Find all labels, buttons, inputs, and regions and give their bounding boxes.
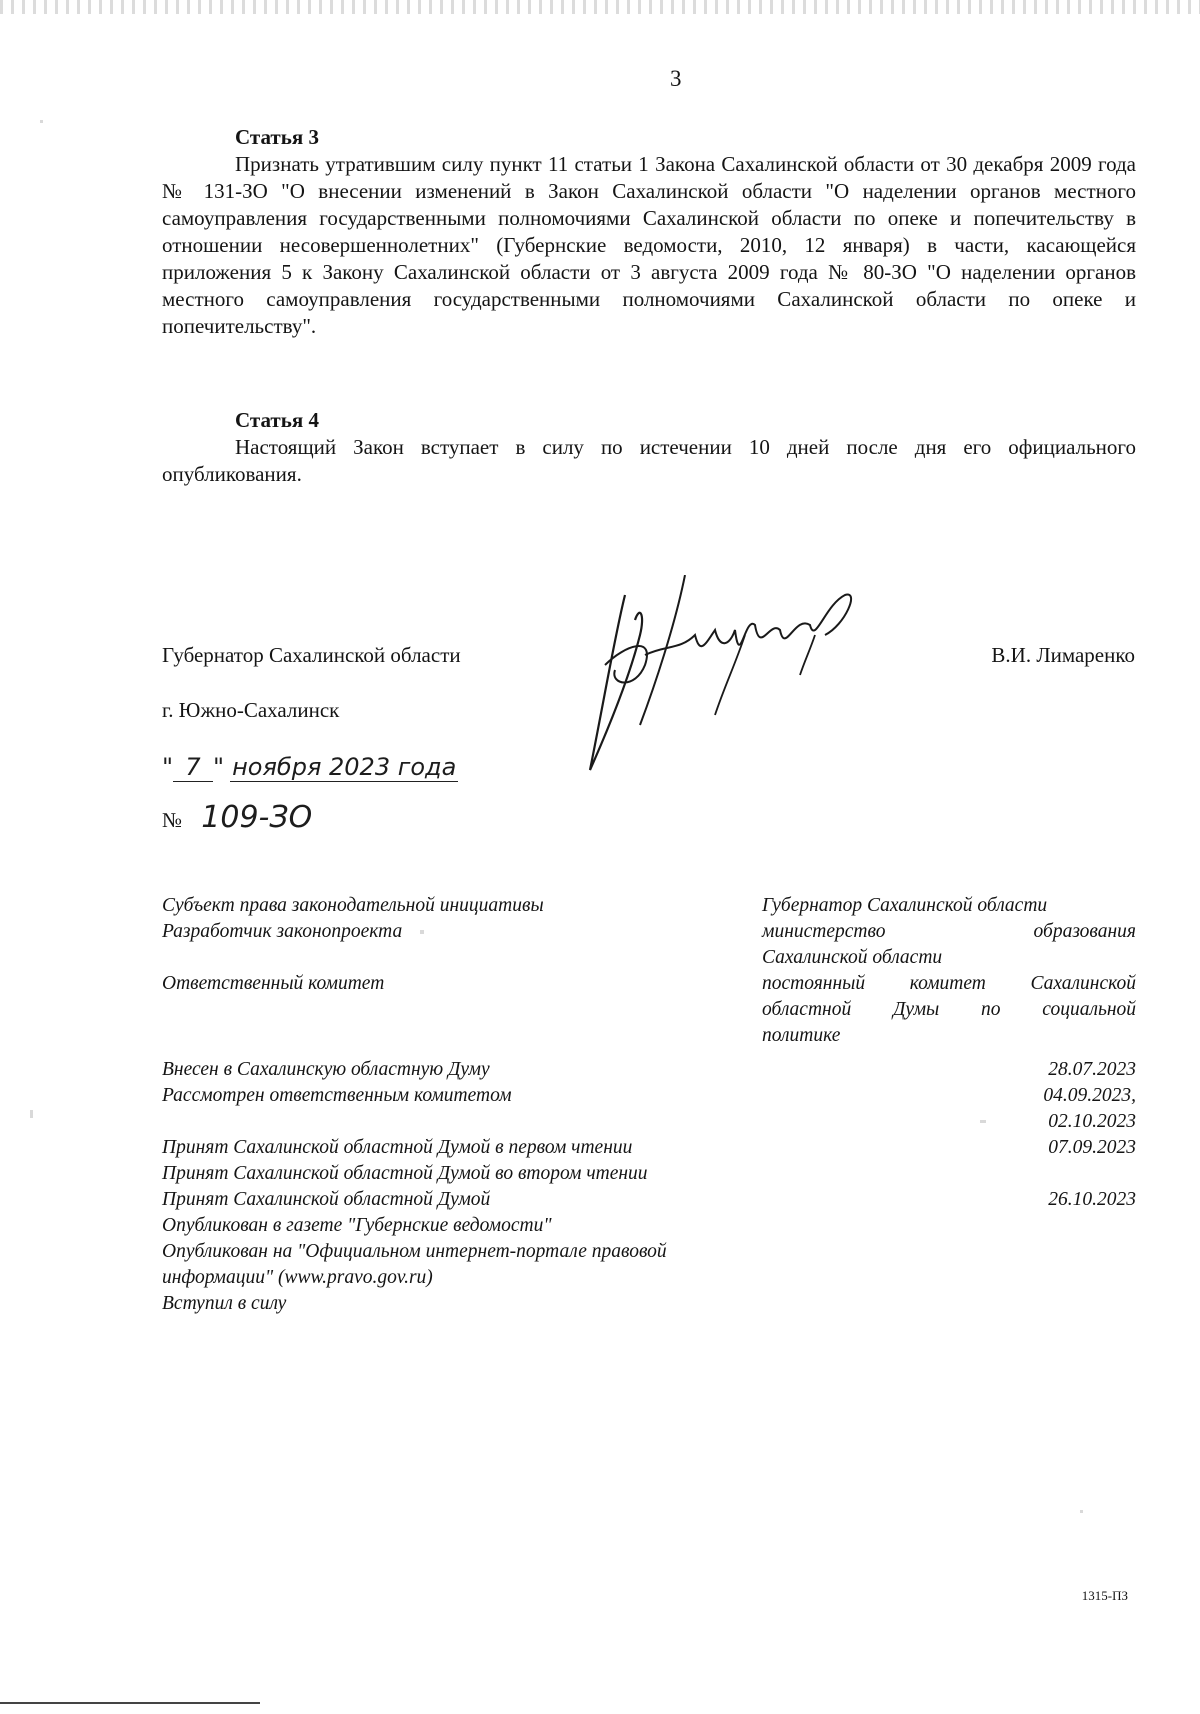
meta-row-developer xyxy=(162,919,1136,971)
developer-value-line-1: министерство образования xyxy=(762,921,1136,942)
meta-row-second-reading xyxy=(162,1161,1136,1187)
meta-row-subject xyxy=(162,893,1136,919)
published-portal-label-2: информации" (www.pravo.gov.ru) xyxy=(162,1267,433,1288)
handwritten-signature xyxy=(585,575,915,775)
submitted-label: Внесен в Сахалинскую областную Думу xyxy=(162,1059,490,1080)
first-reading-label: Принят Сахалинской областной Думой в первом чтении xyxy=(162,1137,633,1158)
committee-value-line-2: областной Думы по социальной xyxy=(762,999,1136,1020)
article-4 xyxy=(162,407,1136,488)
reviewed-date-1: 04.09.2023, xyxy=(1043,1085,1136,1106)
document-code: 1315-ПЗ xyxy=(1081,1588,1128,1603)
subject-label: Субъект права законодательной инициативы xyxy=(162,895,544,916)
law-number: 109-ЗО xyxy=(201,800,313,835)
scan-speck xyxy=(1080,1510,1083,1513)
governor-name: В.И. Лимаренко xyxy=(991,643,1135,667)
governor-position: Губернатор Сахалинской области xyxy=(162,643,461,667)
law-number-label: № xyxy=(162,808,183,832)
meta-row-first-reading xyxy=(162,1135,1136,1161)
first-reading-date: 07.09.2023 xyxy=(1048,1137,1136,1158)
date-quote-open: " xyxy=(162,753,174,781)
date-quote-close: " xyxy=(213,753,225,781)
signing-day: 7 xyxy=(173,753,213,782)
meta-row-committee xyxy=(162,971,1136,1049)
meta-row-reviewed xyxy=(162,1083,1136,1135)
meta-row-submitted xyxy=(162,1057,1136,1083)
in-force-label: Вступил в силу xyxy=(162,1293,287,1314)
reviewed-label: Рассмотрен ответственным комитетом xyxy=(162,1085,512,1106)
meta-row-published-portal xyxy=(162,1239,1136,1291)
developer-value-line-2: Сахалинской области xyxy=(762,947,943,968)
article-3-text: Признать утратившим силу пункт 11 статьи 1 Закона Сахалинской области от 30 декабря 2009 года № 131-ЗО "О внесении изменений в Закон Сахалинской области "О наделении органов местного самоуправления государственными полномочиями Сахалинской области по опеке и попечительству в отношении несовершеннолетних" (Губернские ведомости, 2010, 12 января) в части, касающейся приложения 5 к Закону Сахалинской области от 3 августа 2009 года № 80-ЗО "О наделении органов местного самоуправления государственными полномочиями Сахалинской области по опеке и попечительству". xyxy=(162,152,1136,338)
adopted-date: 26.10.2023 xyxy=(1048,1189,1136,1210)
second-reading-label: Принят Сахалинской областной Думой во втором чтении xyxy=(162,1163,648,1184)
signing-date xyxy=(162,753,458,782)
scan-speck xyxy=(980,1120,986,1123)
page-number: 3 xyxy=(670,66,682,91)
article-3 xyxy=(162,124,1136,340)
article-4-heading: Статья 4 xyxy=(235,408,319,432)
legislative-history xyxy=(162,893,1136,1317)
published-paper-label: Опубликован в газете "Губернские ведомости" xyxy=(162,1215,552,1236)
subject-value: Губернатор Сахалинской области xyxy=(762,895,1048,916)
scan-edge-bottom xyxy=(0,1702,260,1704)
scan-speck xyxy=(40,120,43,123)
scan-speck xyxy=(420,930,424,934)
reviewed-date-2: 02.10.2023 xyxy=(1048,1111,1136,1132)
submitted-date: 28.07.2023 xyxy=(1048,1059,1136,1080)
signing-month-year: ноября 2023 года xyxy=(232,753,457,781)
committee-value-line-3: политике xyxy=(762,1025,841,1046)
article-3-heading: Статья 3 xyxy=(235,125,319,149)
scan-speck xyxy=(30,1110,33,1118)
scan-noise-top xyxy=(0,0,1200,14)
law-number-line xyxy=(162,800,312,835)
committee-label: Ответственный комитет xyxy=(162,973,385,994)
meta-row-published-paper xyxy=(162,1213,1136,1239)
adopted-label: Принят Сахалинской областной Думой xyxy=(162,1189,491,1210)
meta-row-adopted xyxy=(162,1187,1136,1213)
developer-label: Разработчик законопроекта xyxy=(162,921,403,942)
signing-city: г. Южно-Сахалинск xyxy=(162,698,340,722)
meta-row-in-force xyxy=(162,1291,1136,1317)
committee-value-line-1: постоянный комитет Сахалинской xyxy=(762,973,1136,994)
article-4-text: Настоящий Закон вступает в силу по истечении 10 дней после дня его официального опубликования. xyxy=(162,435,1136,486)
scan-speck xyxy=(1100,190,1104,196)
published-portal-label-1: Опубликован на "Официальном интернет-портале правовой xyxy=(162,1241,667,1262)
